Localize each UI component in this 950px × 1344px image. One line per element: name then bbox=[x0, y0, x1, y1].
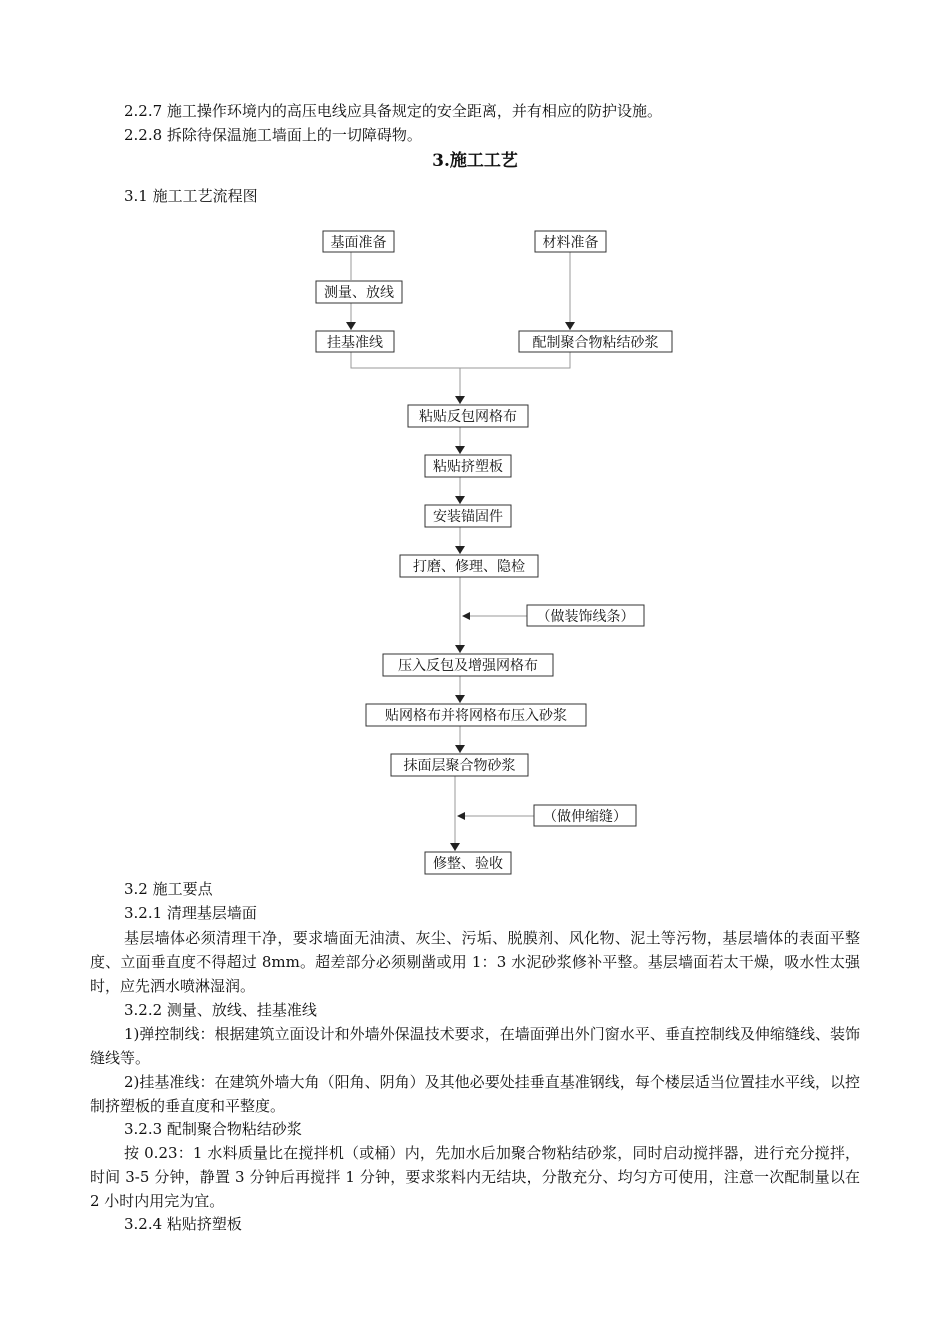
flow-node-label: （做装饰线条） bbox=[536, 609, 635, 625]
flow-node-label: 测量、放线 bbox=[324, 285, 394, 301]
flow-node-expansion-joint bbox=[534, 805, 636, 826]
flow-node-label: 基面准备 bbox=[330, 235, 387, 251]
flow-node-label: 贴网格布并将网格布压入砂浆 bbox=[385, 708, 567, 724]
heading-32: 3.2 施工要点 bbox=[124, 880, 213, 898]
flow-heading: 3.1 施工工艺流程图 bbox=[124, 187, 258, 205]
flow-node-paste-xps bbox=[425, 455, 511, 477]
flow-node-label: 挂基准线 bbox=[327, 335, 383, 351]
text-line-227: 2.2.7 施工操作环境内的高压电线应具备规定的安全距离，并有相应的防护设施。 bbox=[124, 102, 662, 120]
flow-node-mesh-into-mortar bbox=[366, 704, 586, 726]
flow-node-decor-lines bbox=[527, 605, 644, 626]
heading-322: 3.2.2 测量、放线、挂基准线 bbox=[124, 1001, 317, 1019]
flow-node-base-prep bbox=[323, 231, 394, 252]
flow-node-label: 修整、验收 bbox=[433, 856, 503, 872]
paragraph-control-lines: 1)弹控制线：根据建筑立面设计和外墙外保温技术要求，在墙面弹出外门窗水平、垂直控制线及伸缩缝线、装饰缝线等。 bbox=[90, 1025, 860, 1067]
flow-node-measure bbox=[316, 281, 402, 303]
flow-node-polish bbox=[400, 555, 538, 577]
flow-node-label: 压入反包及增强网格布 bbox=[398, 658, 538, 674]
flow-node-label: （做伸缩缝） bbox=[543, 809, 627, 825]
flow-node-label: 抹面层聚合物砂浆 bbox=[403, 758, 516, 774]
flow-node-label: 材料准备 bbox=[542, 235, 599, 251]
flow-node-press-mesh bbox=[383, 654, 553, 676]
flow-node-finish-mortar bbox=[391, 754, 528, 776]
text-line-228: 2.2.8 拆除待保温施工墙面上的一切障碍物。 bbox=[124, 126, 422, 144]
flow-node-label: 粘贴反包网格布 bbox=[419, 409, 517, 425]
flow-node-anchor bbox=[425, 505, 511, 527]
flow-node-mortar-prep bbox=[519, 331, 672, 352]
flow-node-label: 打磨、修理、隐检 bbox=[413, 559, 525, 575]
section-title: 3.施工工艺 bbox=[432, 151, 518, 171]
flow-node-material-prep bbox=[535, 231, 606, 252]
flow-node-hang-line bbox=[316, 331, 394, 352]
paragraph-mix-mortar: 按 0.23：1 水料质量比在搅拌机（或桶）内，先加水后加聚合物粘结砂浆，同时启动搅拌器，进行充分搅拌，时间 3-5 分钟，静置 3 分钟后再搅拌 1 分钟，要求浆料内无结块，分散充分、均匀方可使用，注意一次配制量以在 2 小时内用完为宜。 bbox=[90, 1144, 860, 1210]
flow-node-label: 安装锚固件 bbox=[433, 509, 503, 525]
flow-node-label: 配制聚合物粘结砂浆 bbox=[532, 335, 659, 351]
paragraph-reference-lines: 2)挂基准线：在建筑外墙大角（阳角、阴角）及其他必要处挂垂直基准钢线，每个楼层适当位置挂水平线，以控制挤塑板的垂直度和平整度。 bbox=[90, 1073, 860, 1115]
flow-node-paste-mesh bbox=[408, 405, 528, 427]
paragraph-clean-wall: 基层墙体必须清理干净，要求墙面无油渍、灰尘、污垢、脱膜剂、风化物、泥土等污物，基层墙体的表面平整度、立面垂直度不得超过 8mm。超差部分必须剔凿或用 1：3 水泥砂浆修补平整。基层墙面若太干燥，吸水性太强时，应先洒水喷淋湿润。 bbox=[90, 929, 860, 995]
flow-node-label: 粘贴挤塑板 bbox=[433, 459, 503, 475]
heading-324: 3.2.4 粘贴挤塑板 bbox=[124, 1215, 242, 1233]
heading-321: 3.2.1 清理基层墙面 bbox=[124, 904, 257, 922]
heading-323: 3.2.3 配制聚合物粘结砂浆 bbox=[124, 1120, 302, 1138]
flow-node-accept bbox=[425, 852, 511, 874]
